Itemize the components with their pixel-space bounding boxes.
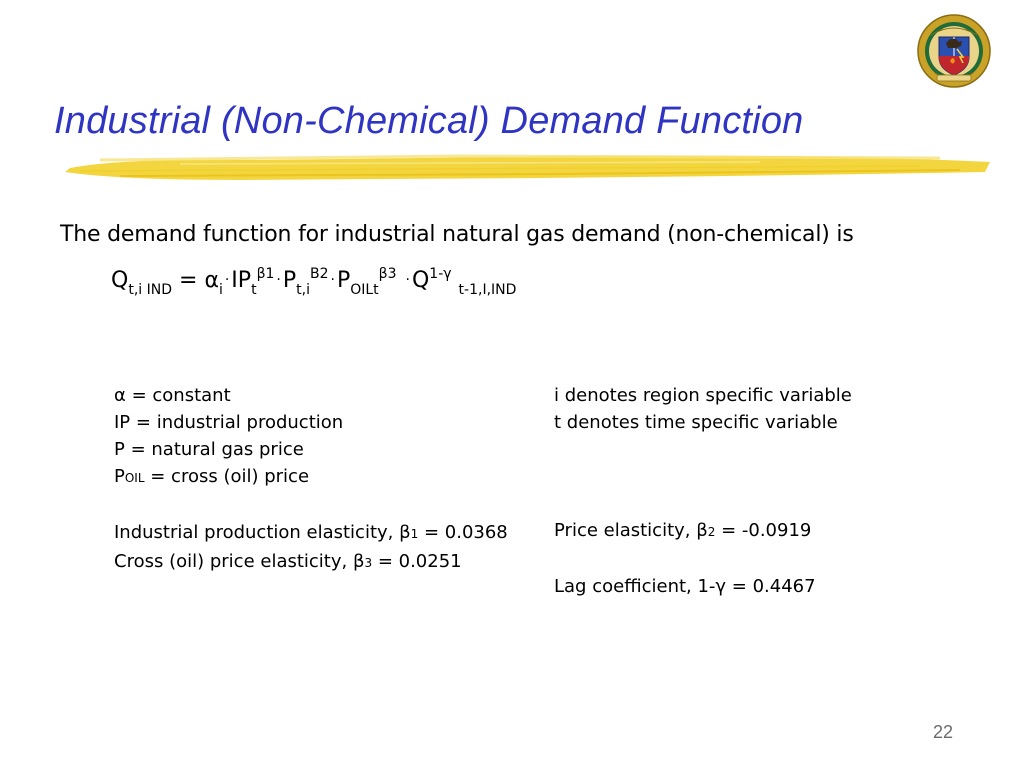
lag-coefficient: Lag coefficient, 1-γ = 0.4467 — [554, 576, 816, 597]
spacer — [114, 492, 514, 519]
eq-dot: · — [405, 272, 410, 288]
eq-q-sub: t,i IND — [128, 282, 172, 298]
eq-ip-sub: t — [251, 282, 257, 298]
highlighter-underline — [60, 146, 995, 186]
eq-p: P — [282, 268, 297, 293]
poil-definition — [114, 463, 514, 492]
eq-p-sub: t,i — [296, 282, 310, 298]
oil-elasticity-sub: 3 — [364, 556, 373, 570]
eq-q-lag-sup: 1-γ — [429, 266, 452, 282]
eq-equals: = — [179, 268, 198, 293]
eq-q-lag: Q — [411, 268, 430, 293]
university-seal-logo — [917, 13, 991, 89]
spacer — [554, 490, 954, 517]
poil-rest: = cross (oil) price — [144, 466, 310, 487]
eq-dot: · — [276, 272, 281, 288]
eq-poil: P — [336, 268, 351, 293]
slide-title: Industrial (Non-Chemical) Demand Function — [54, 100, 804, 142]
poil-sub: OIL — [124, 471, 145, 485]
eq-ip-sup: β1 — [256, 266, 275, 282]
eq-dot: · — [224, 272, 230, 288]
oil-elasticity — [114, 548, 514, 577]
eq-ip: IP — [231, 268, 252, 293]
price-elasticity-label: Price elasticity, β — [554, 520, 708, 541]
poil-main: P — [114, 466, 125, 487]
alpha-definition: α = constant — [114, 385, 231, 406]
eq-alpha: α — [204, 268, 219, 293]
eq-poil-sub: OILt — [350, 282, 379, 298]
t-definition: t denotes time specific variable — [554, 412, 838, 433]
definitions-left-column — [114, 382, 514, 577]
price-elasticity — [554, 517, 954, 546]
oil-elasticity-value: = 0.0251 — [372, 551, 462, 572]
oil-elasticity-label: Cross (oil) price elasticity, β — [114, 551, 365, 572]
price-elasticity-value: = -0.0919 — [715, 520, 812, 541]
spacer — [554, 463, 954, 490]
eq-poil-sup: β3 — [378, 266, 397, 282]
eq-p-sup: B2 — [309, 266, 329, 282]
eq-alpha-sub: i — [218, 282, 223, 298]
eq-q-lag-sub: t-1,I,IND — [458, 282, 517, 298]
definitions-right-column — [554, 382, 954, 600]
eq-q: Q — [111, 268, 129, 293]
eq-dot: · — [330, 272, 335, 288]
demand-equation — [111, 266, 517, 298]
i-definition: i denotes region specific variable — [554, 385, 852, 406]
price-elasticity-sub: 2 — [707, 525, 716, 539]
ip-elasticity-sub: 1 — [410, 527, 419, 541]
p-definition: P = natural gas price — [114, 439, 304, 460]
ip-elasticity-label: Industrial production elasticity, β — [114, 522, 411, 543]
ip-elasticity-value: = 0.0368 — [418, 522, 508, 543]
ip-definition: IP = industrial production — [114, 412, 344, 433]
spacer — [554, 546, 954, 573]
ip-elasticity — [114, 519, 514, 548]
page-number: 22 — [933, 722, 954, 742]
intro-text: The demand function for industrial natural gas demand (non-chemical) is — [60, 222, 854, 247]
spacer — [554, 436, 954, 463]
